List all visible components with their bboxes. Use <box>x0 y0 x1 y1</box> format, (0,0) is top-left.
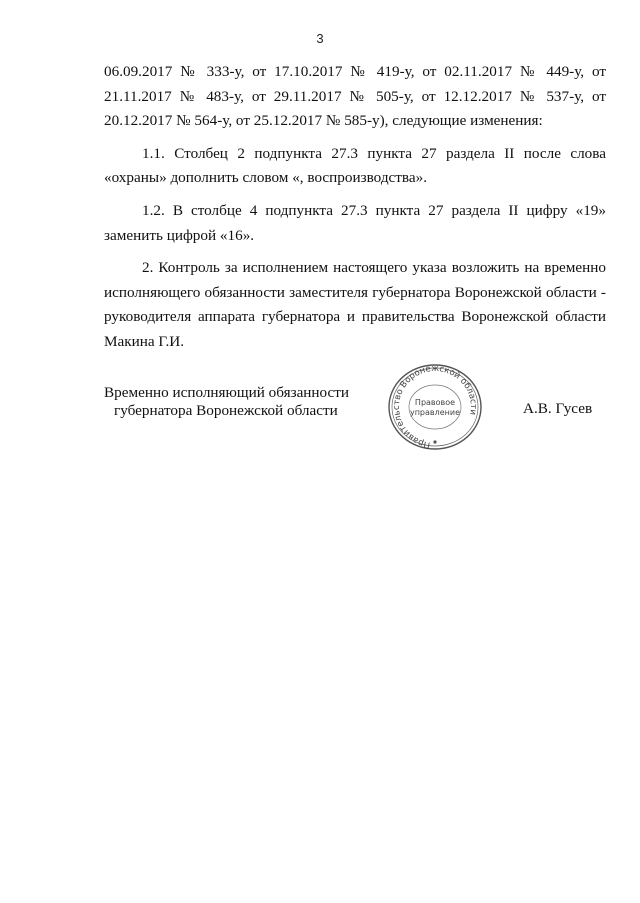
item-2-line: исполняющего обязанности заместителя губернатора Воронежской области - <box>104 283 606 301</box>
item-1-2-line: заменить цифрой «16». <box>104 226 255 244</box>
document-body <box>104 60 606 355</box>
body-line: 06.09.2017 № 333-у, от 17.10.2017 № 419-у, от 02.11.2017 № 449-у, от <box>104 63 606 80</box>
item-2-line: Макина Г.И. <box>104 332 185 350</box>
signature-position-line: губернатора Воронежской области <box>114 402 338 419</box>
stamp-seal-icon <box>378 363 492 451</box>
body-line: 21.11.2017 № 483-у, от 29.11.2017 № 505-у, от 12.12.2017 № 537-у, от <box>104 87 606 105</box>
official-stamp <box>378 363 492 451</box>
body-line: 20.12.2017 № 564-у, от 25.12.2017 № 585-у), следующие изменения: <box>104 112 543 130</box>
page-number: 3 <box>316 31 324 46</box>
stamp-center-line: управление <box>409 408 461 417</box>
signer-name: А.В. Гусев <box>523 400 593 417</box>
item-2-line: 2. Контроль за исполнением настоящего указа возложить на временно <box>142 259 606 277</box>
signature-position <box>104 384 349 420</box>
item-1-1-line: 1.1. Столбец 2 подпункта 27.3 пункта 27 раздела II после слова <box>142 144 606 162</box>
stamp-ring-text: Правительство Воронежской области <box>391 363 479 450</box>
item-1-2-line: 1.2. В столбце 4 подпункта 27.3 пункта 27 раздела II цифру «19» <box>142 201 606 219</box>
signature-position-line: Временно исполняющий обязанности <box>104 384 350 401</box>
stamp-center-line: Правовое <box>414 398 456 407</box>
item-2-line: руководителя аппарата губернатора и правительства Воронежской области <box>104 308 606 326</box>
item-1-1-line: «охраны» дополнить словом «, воспроизводства». <box>104 169 428 187</box>
